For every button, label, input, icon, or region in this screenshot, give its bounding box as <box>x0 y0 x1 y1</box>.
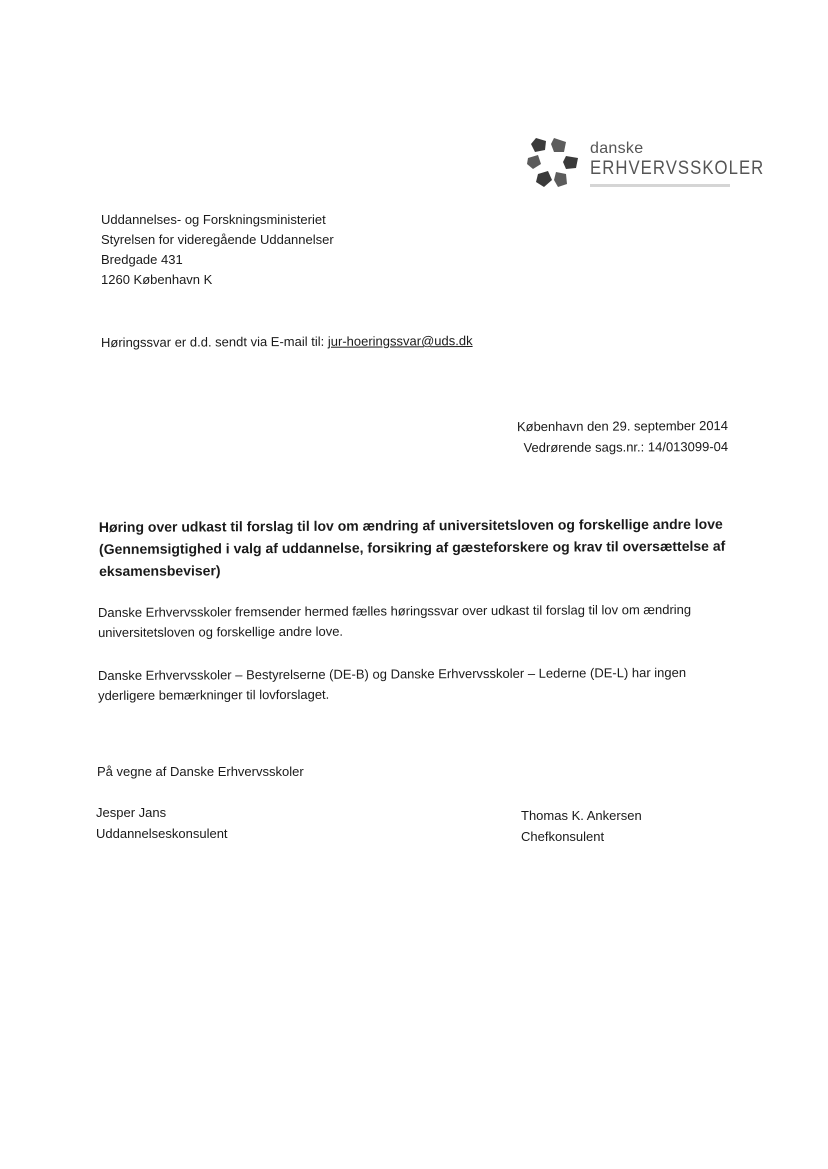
address-line: Styrelsen for videregående Uddannelser <box>101 232 334 247</box>
logo-line-danske: danske <box>590 140 644 157</box>
email-link[interactable]: jur-hoeringssvar@uds.dk <box>327 333 473 349</box>
signatory-title: Chefkonsulent <box>521 829 605 844</box>
sent-notice <box>101 331 473 353</box>
closing-line: På vegne af Danske Erhvervsskoler <box>97 764 304 779</box>
signatory-name: Thomas K. Ankersen <box>521 808 642 823</box>
address-line: Bredgade 431 <box>101 252 183 267</box>
subject-heading: Høring over udkast til forslag til lov om ændring af universitetsloven og forskellige andre love (Gennemsigtighed i valg af uddannelse, forsikring af gæsteforskere og krav til oversættelse af eksamensbeviser) <box>98 515 726 579</box>
recipient-address <box>101 210 334 290</box>
address-line: 1260 København K <box>101 272 213 287</box>
logo-underline <box>590 184 730 187</box>
sent-notice-text: Høringssvar er d.d. sendt via E-mail til: <box>100 333 328 350</box>
signatory-title: Uddannelseskonsulent <box>96 826 228 841</box>
flower-logo-icon <box>526 136 580 188</box>
address-line: Uddannelses- og Forskningsministeriet <box>101 212 326 227</box>
date-and-case <box>517 416 728 459</box>
signatory-name: Jesper Jans <box>96 805 167 820</box>
body-paragraph-2: Danske Erhvervsskoler – Bestyrelserne (DE-B) og Danske Erhvervsskoler – Lederne (DE-L) har ingen yderligere bemærkninger til lovforslaget. <box>97 664 687 703</box>
date-line: København den 29. september 2014 <box>516 418 728 435</box>
case-number-line: Vedrørende sags.nr.: 14/013099-04 <box>523 438 729 456</box>
logo-wordmark <box>590 140 788 180</box>
signatory-left <box>96 803 228 845</box>
organization-logo <box>526 136 765 196</box>
logo-line-erhvervsskoler: ERHVERVSSKOLER <box>590 158 765 179</box>
body-paragraph-1: Danske Erhvervsskoler fremsender hermed fælles høringssvar over udkast til forslag til lov om ændring universitetsloven og forskellige andre love. <box>97 601 692 640</box>
signatory-right <box>521 806 642 848</box>
